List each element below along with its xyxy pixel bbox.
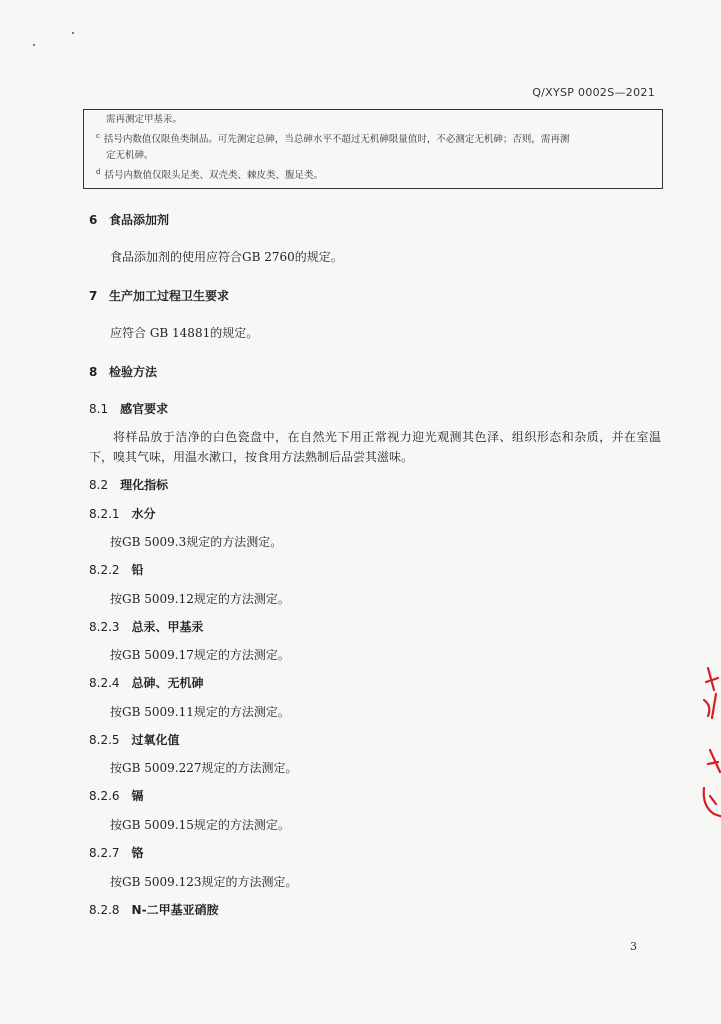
scan-speck — [33, 44, 35, 46]
red-seal-fragment — [690, 660, 721, 830]
section-8-2-4-text: 按GB 5009.11规定的方法测定。 — [110, 705, 290, 719]
section-heading-7: 7 生产加工过程卫生要求 — [89, 289, 230, 303]
section-heading-8-2-2: 8.2.2 铅 — [89, 563, 144, 577]
section-heading-8-2-7: 8.2.7 铬 — [89, 846, 144, 860]
section-heading-8-2-4: 8.2.4 总砷、无机砷 — [89, 676, 204, 690]
section-heading-8-2-6: 8.2.6 镉 — [89, 789, 144, 803]
section-heading-8: 8 检验方法 — [89, 365, 158, 379]
table-notes-box — [83, 109, 663, 189]
section-8-2-6-text: 按GB 5009.15规定的方法测定。 — [110, 818, 290, 832]
section-heading-8-2-8: 8.2.8 N-二甲基亚硝胺 — [89, 903, 219, 917]
section-7-text: 应符合 GB 14881的规定。 — [110, 326, 259, 340]
section-8-2-5-text: 按GB 5009.227规定的方法测定。 — [110, 761, 298, 775]
section-heading-8-2-5: 8.2.5 过氧化值 — [89, 733, 180, 747]
doc-code: Q/XYSP 0002S—2021 — [532, 86, 655, 99]
note-c-text: 括号内数值仅限鱼类制品。可先测定总砷，当总砷水平不超过无机砷限量值时，不必测定无机砷；否则，需再测 — [103, 134, 570, 146]
page-number: 3 — [630, 940, 637, 953]
note-c-continuation: 定无机砷。 — [106, 150, 154, 162]
section-6-text: 食品添加剂的使用应符合GB 2760的规定。 — [110, 250, 343, 264]
scan-speck — [72, 32, 74, 34]
section-8-2-7-text: 按GB 5009.123规定的方法测定。 — [110, 875, 298, 889]
section-heading-8-2: 8.2 理化指标 — [89, 478, 169, 492]
section-8-2-2-text: 按GB 5009.12规定的方法测定。 — [110, 592, 290, 606]
section-8-2-1-text: 按GB 5009.3规定的方法测定。 — [110, 535, 283, 549]
note-line: 需再测定甲基汞。 — [106, 114, 183, 125]
note-d-text: 括号内数值仅限头足类、双壳类、棘皮类、腹足类。 — [104, 170, 323, 182]
footnote-marker: c — [96, 132, 100, 140]
section-heading-6: 6 食品添加剂 — [89, 213, 170, 227]
section-heading-8-2-1: 8.2.1 水分 — [89, 507, 156, 521]
section-heading-8-2-3: 8.2.3 总汞、甲基汞 — [89, 620, 204, 634]
section-8-1-text: 将样品放于洁净的白色瓷盘中，在自然光下用正常视力迎光观测其色泽、组织形态和杂质，并在室温下，嗅其气味，用温水漱口，按食用方法熟制后品尝其滋味。 — [89, 430, 661, 464]
section-heading-8-1: 8.1 感官要求 — [89, 402, 169, 416]
section-8-2-3-text: 按GB 5009.17规定的方法测定。 — [110, 648, 290, 662]
footnote-marker: d — [96, 168, 101, 177]
